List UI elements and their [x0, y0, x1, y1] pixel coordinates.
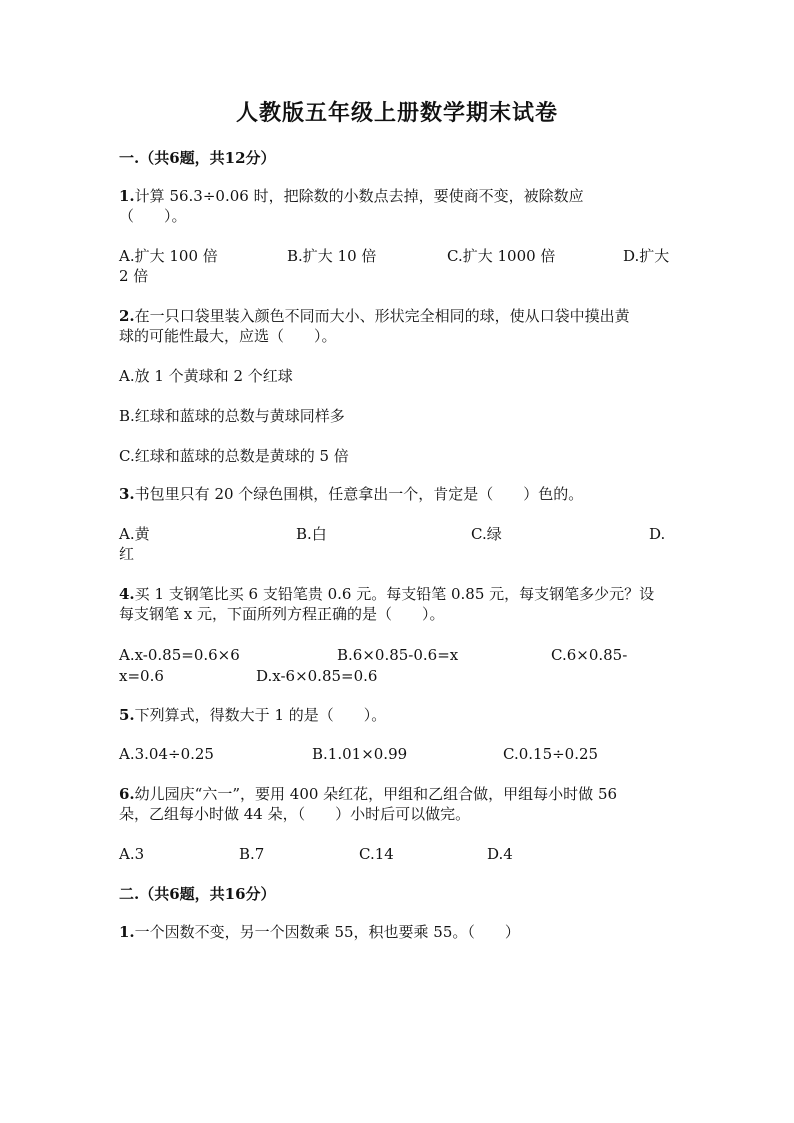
q4-option-c: C.6×0.85- — [551, 646, 628, 664]
section-heading-1: 一.（共6题，共12分） — [119, 149, 276, 167]
q1-option-d-wrap: 2 倍 — [119, 267, 149, 285]
question-text: 幼儿园庆“六一”，要用 400 朵红花，甲组和乙组合做，甲组每小时做 56 — [134, 785, 618, 803]
q1-option-c: C.扩大 1000 倍 — [447, 247, 556, 265]
q4-option-d: D.x-6×0.85=0.6 — [256, 667, 378, 685]
q6-option-b: B.7 — [239, 845, 265, 863]
question-number: 1. — [119, 923, 135, 941]
q2-option-c: C.红球和蓝球的总数是黄球的 5 倍 — [119, 447, 349, 465]
q3-option-a: A.黄 — [119, 525, 150, 543]
section-heading-2: 二.（共6题，共16分） — [119, 885, 276, 903]
q1-option-a: A.扩大 100 倍 — [119, 247, 218, 265]
q3-option-b: B.白 — [296, 525, 327, 543]
q3-option-d: D. — [649, 525, 666, 543]
question-2-line-2: 球的可能性最大，应选（ ）。 — [119, 327, 337, 345]
q6-option-c: C.14 — [359, 845, 394, 863]
q5-option-a: A.3.04÷0.25 — [119, 745, 214, 763]
question-number: 6. — [119, 785, 135, 803]
question-number: 4. — [119, 585, 135, 603]
question-3-line-1 — [119, 484, 583, 504]
question-text: 下列算式，得数大于 1 的是（ ）。 — [134, 706, 387, 724]
question-number: 3. — [119, 485, 135, 503]
q4-option-c-wrap: x=0.6 — [119, 667, 164, 685]
question-number: 5. — [119, 706, 135, 724]
q5-option-b: B.1.01×0.99 — [312, 745, 408, 763]
question-6-line-2: 朵，乙组每小时做 44 朵，（ ）小时后可以做完。 — [119, 805, 471, 823]
question-text: 书包里只有 20 个绿色围棋，任意拿出一个，肯定是（ ）色的。 — [134, 485, 584, 503]
question-5-line-1 — [119, 705, 386, 725]
question-2-line-1 — [119, 306, 630, 326]
question-4-line-1 — [119, 584, 654, 604]
q6-option-d: D.4 — [487, 845, 513, 863]
question-text: 在一只口袋里装入颜色不同而大小、形状完全相同的球，使从口袋中摸出黄 — [134, 307, 630, 325]
q4-option-a: A.x-0.85=0.6×6 — [119, 646, 240, 664]
q1-option-d: D.扩大 — [623, 247, 670, 265]
q3-option-d-wrap: 红 — [119, 545, 135, 563]
q4-option-b: B.6×0.85-0.6=x — [337, 646, 459, 664]
q3-option-c: C.绿 — [471, 525, 502, 543]
question-6-line-1 — [119, 784, 617, 804]
question-number: 1. — [119, 187, 135, 205]
question-1-line-1 — [119, 186, 584, 206]
question-number: 2. — [119, 307, 135, 325]
question-text: 买 1 支钢笔比买 6 支铅笔贵 0.6 元。每支铅笔 0.85 元，每支钢笔多少元？设 — [134, 585, 655, 603]
question-text: 一个因数不变，另一个因数乘 55，积也要乘 55。（ ） — [134, 923, 520, 941]
question-text: 计算 56.3÷0.06 时，把除数的小数点去掉，要使商不变，被除数应 — [134, 187, 584, 205]
q6-option-a: A.3 — [119, 845, 145, 863]
question-1-line-2: （ ）。 — [119, 207, 187, 225]
page-title: 人教版五年级上册数学期末试卷 — [235, 100, 558, 126]
q2-option-a: A.放 1 个黄球和 2 个红球 — [119, 367, 293, 385]
q2-option-b: B.红球和蓝球的总数与黄球同样多 — [119, 407, 345, 425]
q5-option-c: C.0.15÷0.25 — [503, 745, 599, 763]
q1-option-b: B.扩大 10 倍 — [287, 247, 377, 265]
question-4-line-2: 每支钢笔 x 元，下面所列方程正确的是（ ）。 — [119, 605, 445, 623]
section-2-question-1 — [119, 922, 520, 942]
